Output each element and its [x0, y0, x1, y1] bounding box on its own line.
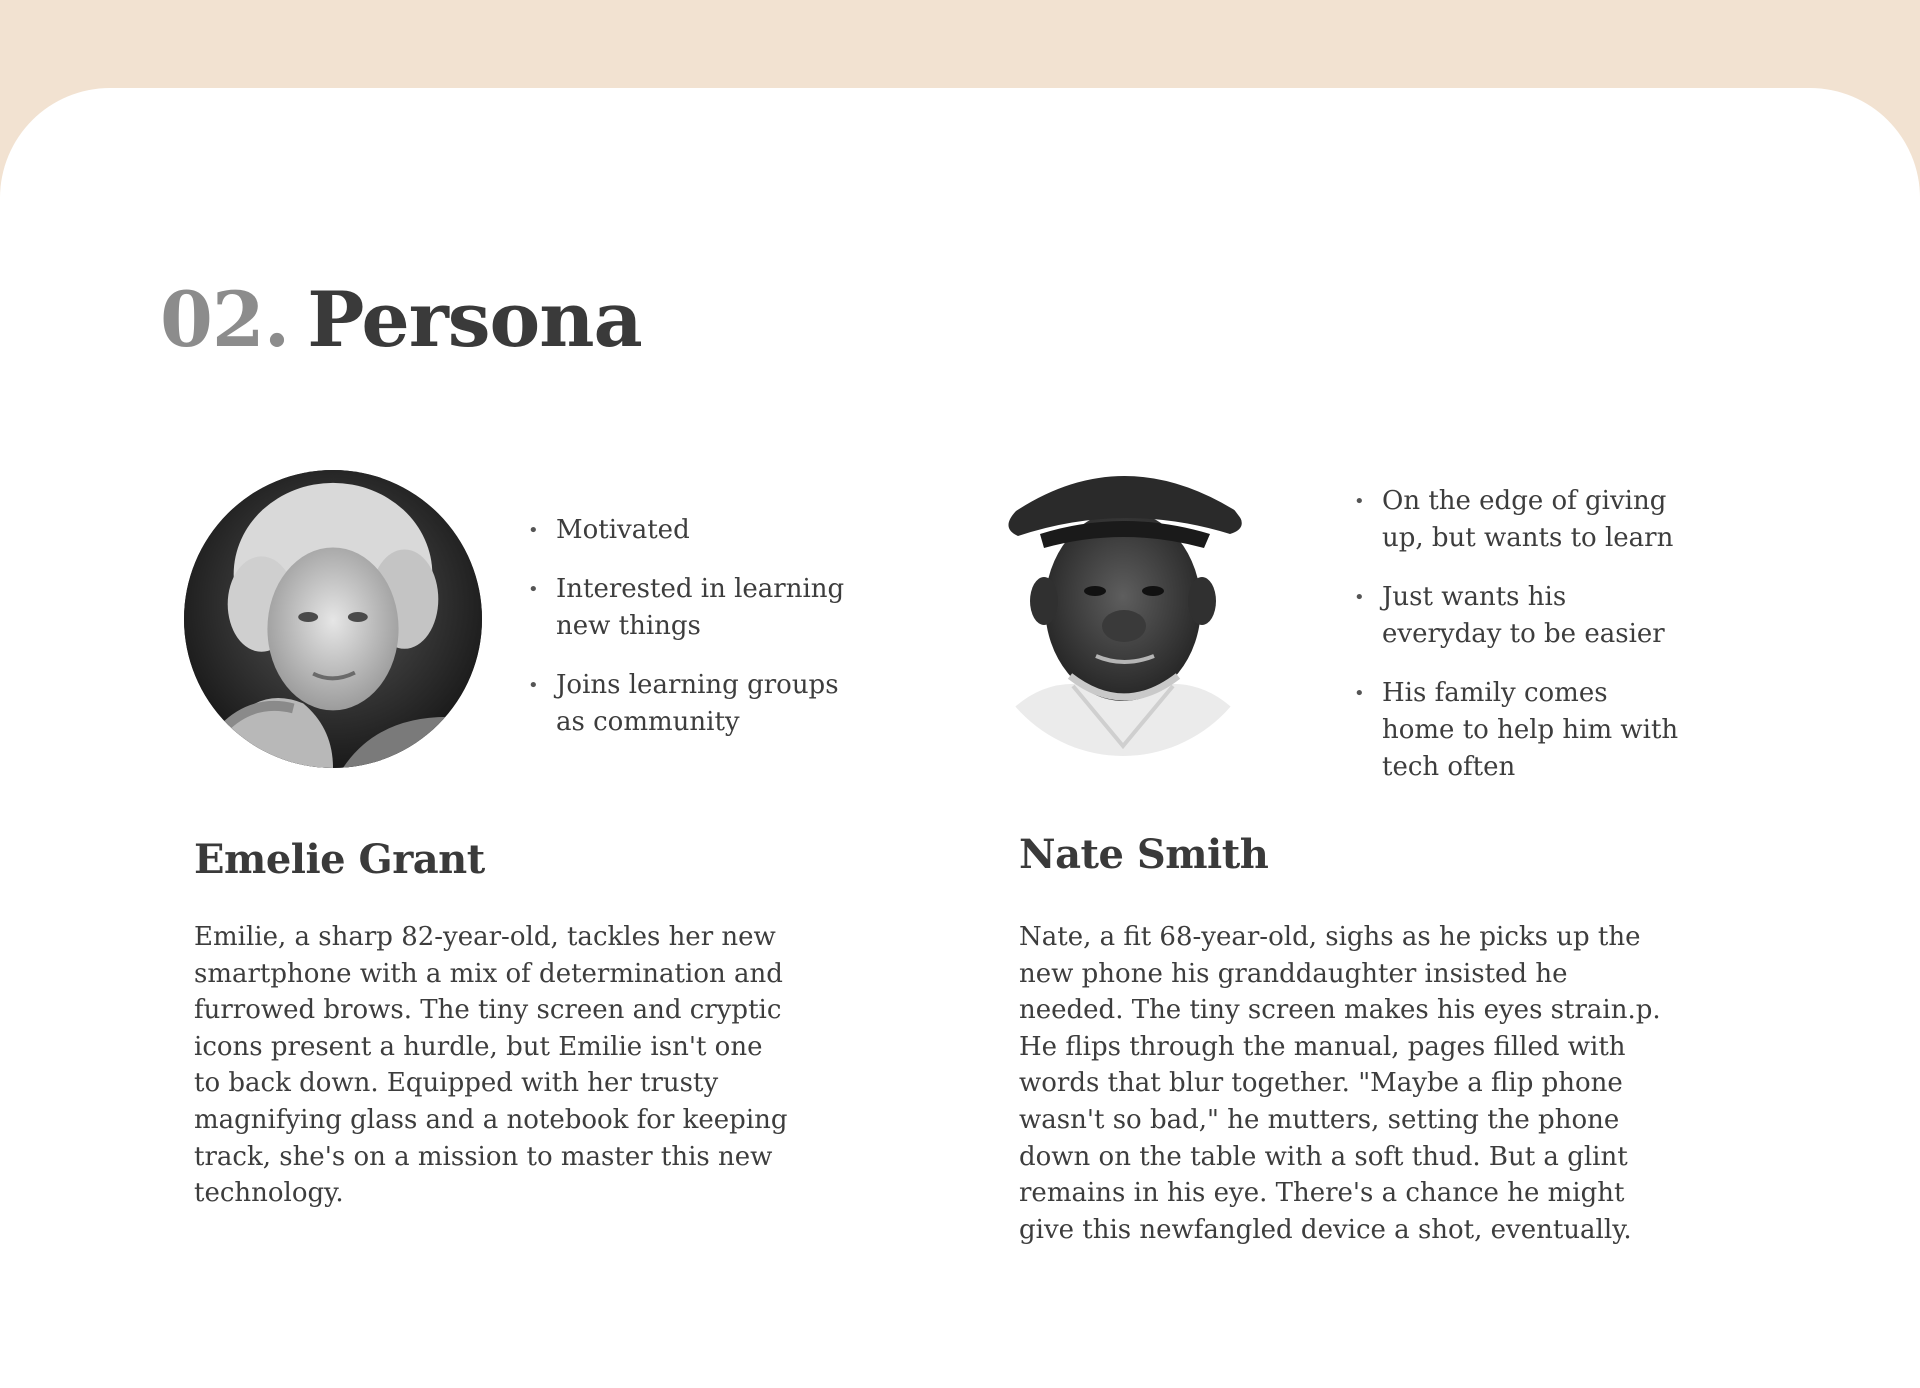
- section-number: 02.: [160, 275, 290, 364]
- emelie-traits: [528, 512, 848, 763]
- persona-name: Emelie Grant: [194, 836, 485, 883]
- section-heading: [160, 270, 642, 370]
- trait-item: • Interested in learning new things: [528, 571, 848, 645]
- trait-item: • Joins learning groups as community: [528, 667, 848, 741]
- elderly-woman-portrait-icon: [184, 470, 482, 768]
- trait-item: • Motivated: [528, 512, 848, 549]
- section-title: Persona: [307, 275, 642, 364]
- trait-item: • On the edge of giving up, but wants to learn: [1354, 483, 1684, 557]
- persona-bio: Nate, a fit 68-year-old, sighs as he picks up the new phone his granddaughter insisted he needed. The tiny screen makes his eyes strain.p. He flips through the manual, pages filled with words that blur together. "Maybe a flip phone wasn't so bad," he mutters, setting the phone down on the table with a soft thud. But a glint remains in his eye. There's a chance he might give this newfangled device a shot, eventually.: [1019, 922, 1661, 1245]
- nate-traits: [1354, 483, 1684, 808]
- elderly-man-portrait-icon: [978, 456, 1268, 756]
- nate-photo: [978, 456, 1268, 756]
- trait-item: • Just wants his everyday to be easier: [1354, 579, 1684, 653]
- persona-bio: Emilie, a sharp 82-year-old, tackles her new smartphone with a mix of determination and furrowed brows. The tiny screen and cryptic icons present a hurdle, but Emilie isn't one to back down. Equipped with her trusty magnifying glass and a notebook for keeping track, she's on a mission to master this new technology.: [194, 922, 788, 1209]
- persona-name: Nate Smith: [1019, 831, 1269, 878]
- trait-item: • His family comes home to help him with tech often: [1354, 675, 1684, 786]
- emelie-photo: [184, 470, 482, 768]
